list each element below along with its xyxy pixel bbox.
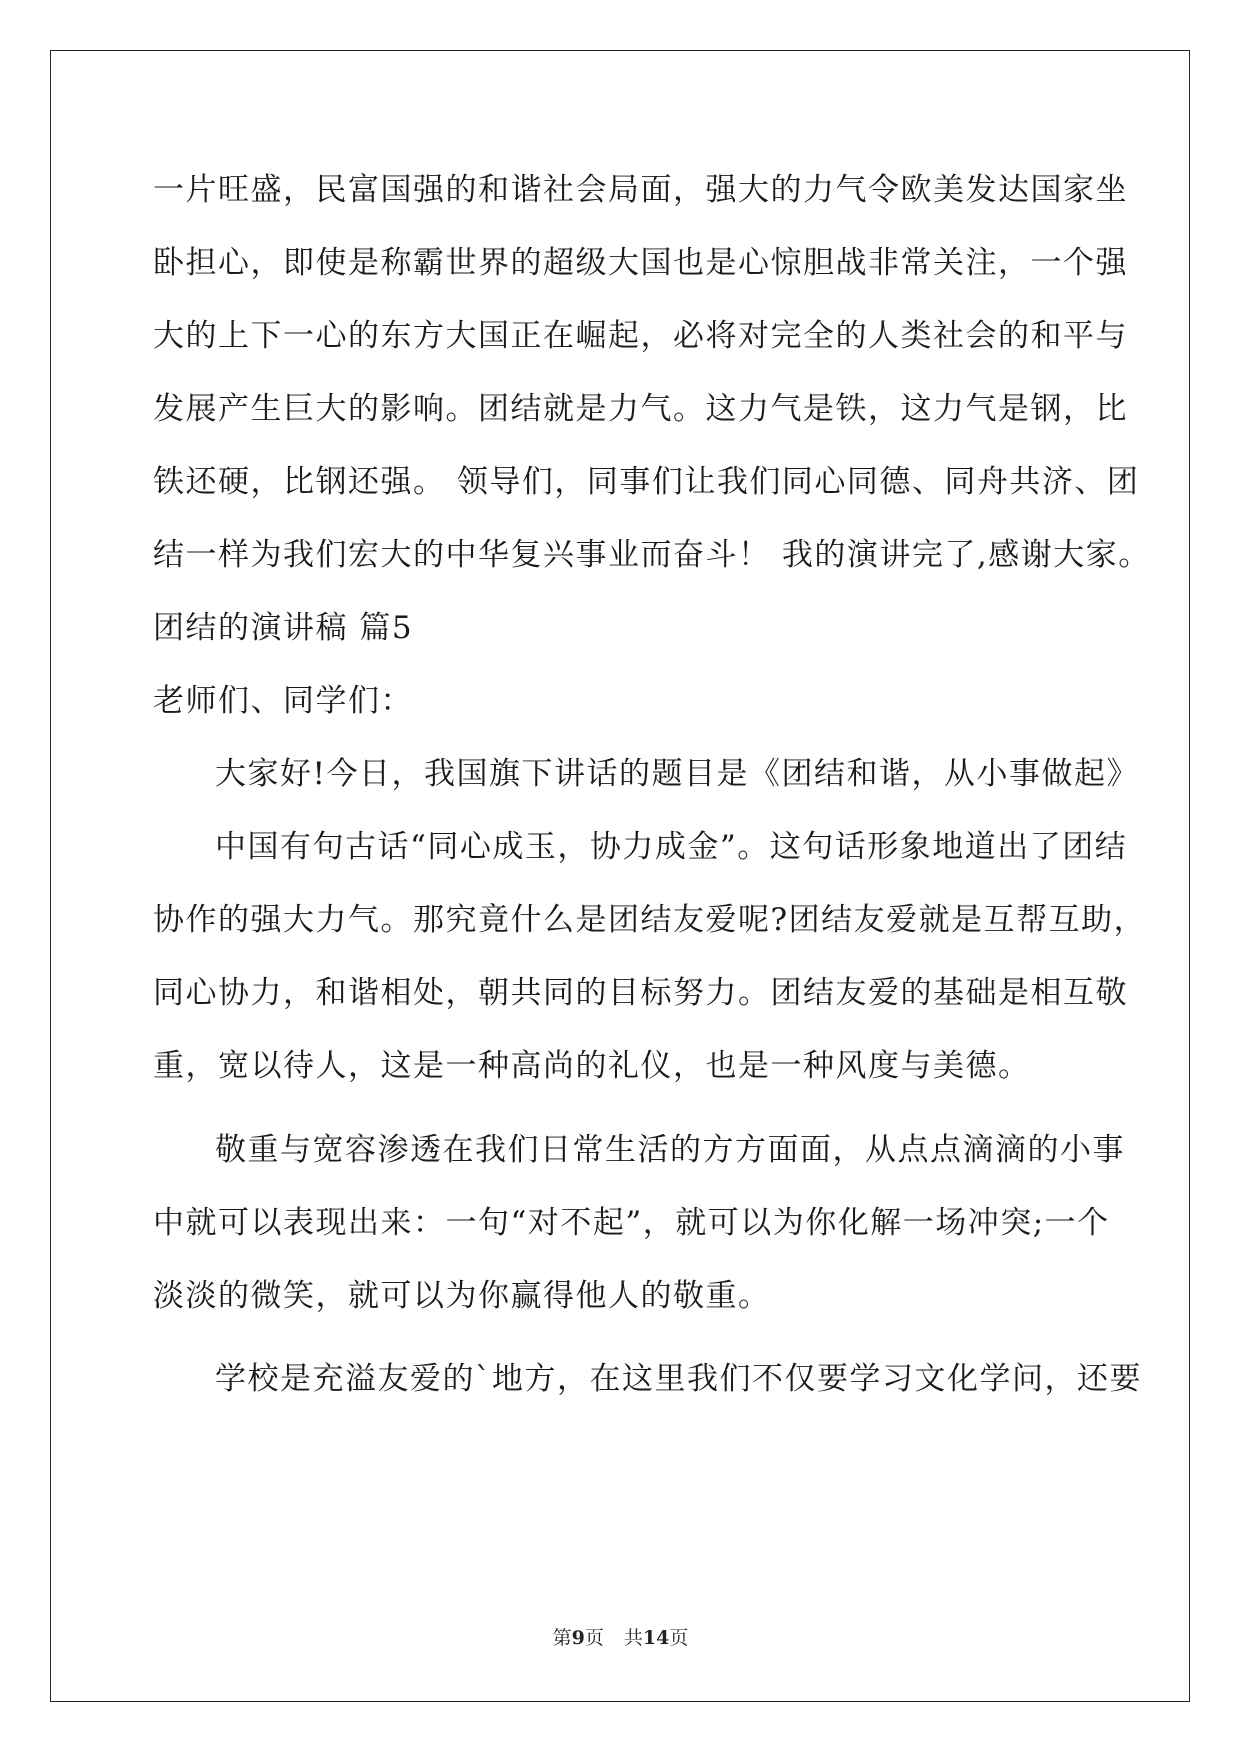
text-line: 铁还硬，比钢还强。 领导们，同事们让我们同心同德、同舟共济、团 [153, 464, 1140, 500]
text-line: 发展产生巨大的影响。团结就是力气。这力气是铁，这力气是钢，比 [153, 391, 1128, 427]
paragraph-start: 中国有句古话“同心成玉，协力成金”。这句话形象地道出了团结 [215, 829, 1128, 865]
text-line: 协作的强大力气。那究竟什么是团结友爱呢?团结友爱就是互帮互助， [153, 902, 1147, 938]
section-heading: 团结的演讲稿 篇5 [153, 610, 414, 646]
page-total: 14 [642, 1627, 670, 1649]
text-line: 卧担心，即使是称霸世界的超级大国也是心惊胆战非常关注，一个强 [153, 245, 1128, 281]
text-line: 一片旺盛，民富国强的和谐社会局面，强大的力气令欧美发达国家坐 [153, 172, 1128, 208]
paragraph-start: 敬重与宽容渗透在我们日常生活的方方面面，从点点滴滴的小事 [215, 1132, 1125, 1168]
total-prefix: 共 [623, 1627, 643, 1649]
total-suffix: 页 [669, 1627, 689, 1649]
page-current: 9 [571, 1627, 585, 1649]
paragraph-start: 大家好!今日，我国旗下讲话的题目是《团结和谐，从小事做起》 [215, 756, 1139, 792]
page-suffix: 页 [584, 1627, 604, 1649]
paragraph-start: 学校是充溢友爱的`地方，在这里我们不仅要学习文化学问，还要 [215, 1361, 1142, 1397]
text-line: 淡淡的微笑，就可以为你赢得他人的敬重。 [153, 1278, 771, 1314]
text-line: 大的上下一心的东方大国正在崛起，必将对完全的人类社会的和平与 [153, 318, 1128, 354]
text-line: 同心协力，和谐相处，朝共同的目标努力。团结友爱的基础是相互敬 [153, 975, 1128, 1011]
text-line: 重，宽以待人，这是一种高尚的礼仪，也是一种风度与美德。 [153, 1048, 1031, 1084]
salutation: 老师们、同学们： [153, 683, 413, 719]
page-border [50, 50, 1190, 1702]
page-prefix: 第 [552, 1627, 572, 1649]
page-footer [0, 1623, 1241, 1650]
text-line: 中就可以表现出来：一句“对不起”，就可以为你化解一场冲突;一个 [153, 1205, 1110, 1241]
text-line: 结一样为我们宏大的中华复兴事业而奋斗！ 我的演讲完了,感谢大家。 [153, 537, 1151, 573]
